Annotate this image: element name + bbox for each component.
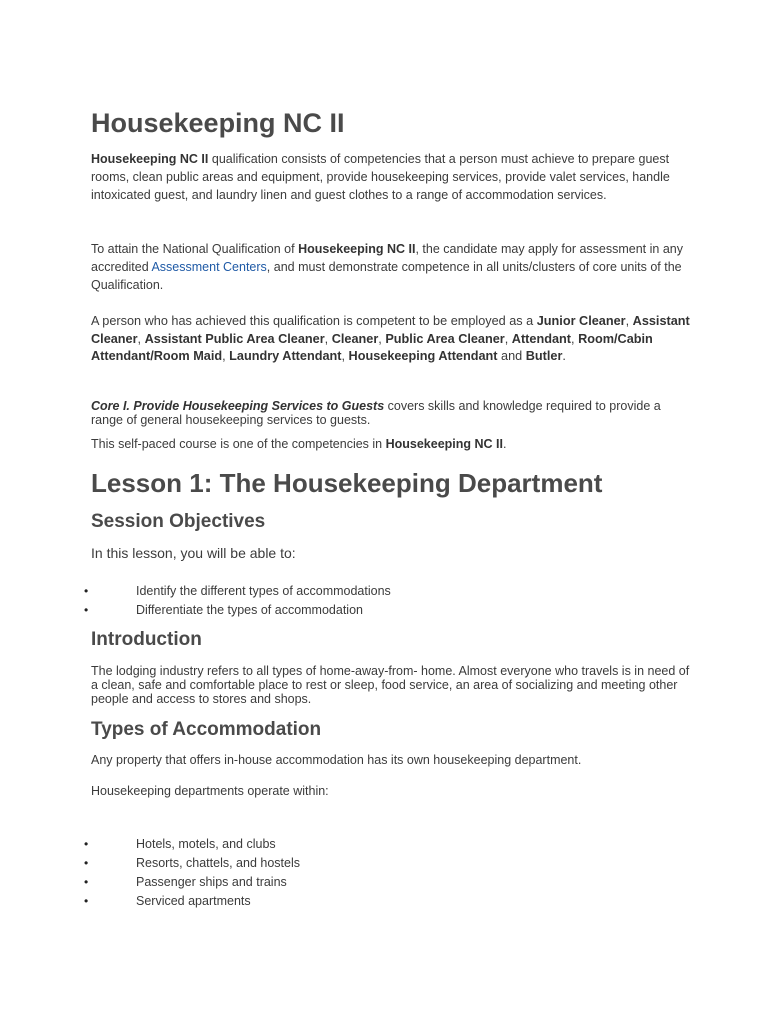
types-heading: Types of Accommodation	[91, 719, 322, 740]
list-item	[0, 892, 700, 911]
page-title: Housekeeping NC II	[91, 108, 345, 138]
separator: ,	[137, 331, 145, 346]
list-item-text: Hotels, motels, and clubs	[136, 837, 276, 851]
role-term: Room/Cabin Attendant/Room Maid	[91, 331, 653, 363]
bold-term: Housekeeping NC II	[385, 437, 503, 451]
list-item-text: Identify the different types of accommodations	[136, 584, 391, 598]
list-item-text: Resorts, chattels, and hostels	[136, 856, 300, 870]
separator: ,	[571, 331, 579, 346]
separator: ,	[504, 331, 512, 346]
list-item	[0, 835, 700, 854]
list-item	[0, 873, 700, 892]
qualification-paragraph	[91, 240, 691, 294]
role-term: Assistant Public Area Cleaner	[144, 331, 325, 346]
bullet-icon: •	[84, 875, 89, 889]
introduction-heading: Introduction	[91, 629, 202, 650]
list-item	[0, 601, 700, 620]
employment-paragraph	[91, 313, 691, 366]
paragraph-text: , and must demonstrate competence in all units/clusters of core units of the Qualification.	[91, 260, 682, 292]
bullet-icon: •	[84, 584, 89, 598]
paragraph-text: A person who has achieved this qualification is competent to be employed as a	[91, 314, 537, 328]
separator: .	[562, 349, 566, 363]
list-item-text: Differentiate the types of accommodation	[136, 603, 363, 617]
assessment-centers-link[interactable]: Assessment Centers	[151, 260, 267, 274]
list-item-text: Serviced apartments	[136, 894, 251, 908]
paragraph-text: covers skills and knowledge required to provide a range of general housekeeping services to guests.	[91, 399, 661, 427]
session-objectives-heading: Session Objectives	[91, 511, 266, 532]
role-term: Butler	[525, 349, 563, 363]
bullet-icon: •	[84, 894, 89, 908]
separator: ,	[341, 349, 349, 363]
list-item-text: Passenger ships and trains	[136, 875, 287, 889]
role-term: Housekeeping Attendant	[348, 349, 498, 363]
intro-paragraph	[91, 150, 691, 204]
types-lead: Housekeeping departments operate within:	[91, 784, 329, 798]
bold-term: Housekeeping NC II	[298, 242, 416, 256]
role-term: Junior Cleaner	[536, 314, 626, 328]
role-term: Attendant	[511, 331, 571, 346]
types-paragraph: Any property that offers in-house accommodation has its own housekeeping department.	[91, 753, 582, 767]
list-item	[0, 854, 700, 873]
role-term: Laundry Attendant	[229, 349, 342, 363]
introduction-paragraph: The lodging industry refers to all types of home-away-from- home. Almost everyone who travels is in need of a clean, safe and comfortable place to rest or sleep, food service, an area of socializing and meeting other people and access to stores and shops.	[91, 664, 690, 706]
separator: ,	[222, 349, 230, 363]
core-paragraph	[91, 399, 691, 427]
separator: ,	[625, 314, 633, 328]
separator: ,	[324, 331, 332, 346]
role-term: Cleaner	[331, 331, 379, 346]
departments-list	[0, 835, 700, 911]
bullet-icon: •	[84, 837, 89, 851]
separator: and	[497, 349, 526, 363]
objectives-list	[0, 582, 700, 620]
bold-term: Housekeeping NC II	[91, 152, 209, 166]
list-item	[0, 582, 700, 601]
separator: ,	[378, 331, 386, 346]
role-term: Public Area Cleaner	[385, 331, 505, 346]
bullet-icon: •	[84, 603, 89, 617]
paragraph-text: , the candidate may apply for assessment in any accredited	[91, 242, 683, 274]
separator: .	[503, 437, 507, 451]
bullet-icon: •	[84, 856, 89, 870]
role-term: Assistant Cleaner	[91, 314, 690, 346]
paragraph-text: qualification consists of competencies that a person must achieve to prepare guest rooms, clean public areas and equipment, provide housekeeping services, provide valet services, handle intoxicated guest, and laundry linen and guest clothes to a range of accommodation services.	[91, 152, 670, 202]
core-title: Core I. Provide Housekeeping Services to Guests	[91, 399, 385, 413]
paragraph-text: This self-paced course is one of the competencies in	[91, 437, 386, 451]
course-paragraph	[91, 435, 691, 453]
lesson-title: Lesson 1: The Housekeeping Department	[91, 468, 603, 498]
paragraph-text: To attain the National Qualification of	[91, 242, 299, 256]
session-lead: In this lesson, you will be able to:	[91, 545, 296, 561]
